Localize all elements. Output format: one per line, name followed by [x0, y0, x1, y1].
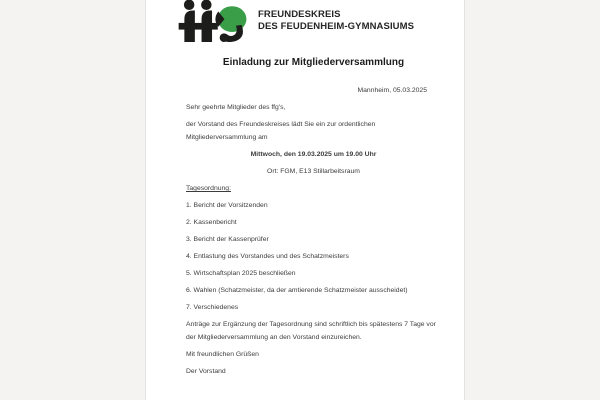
meeting-datetime: Mittwoch, den 19.03.2025 um 19.00 Uhr [250, 151, 377, 158]
brand-line-1: FREUNDESKREIS [258, 9, 341, 20]
signature: Der Vorstand [186, 368, 226, 375]
agenda-item-5: 5. Wirtschaftsplan 2025 beschließen [186, 270, 296, 277]
meeting-location: Ort: FGM, E13 Stillarbeitsraum [267, 168, 360, 175]
letterhead [176, 0, 441, 42]
agenda-item-1: 1. Bericht der Vorsitzenden [186, 202, 268, 209]
amendment-note: Anträge zur Ergänzung der Tagesordnung sind schriftlich bis spätestens 7 Tage vor der Mitgliederversammlung an den Vorstand einzureichen. [186, 321, 436, 341]
document-title: Einladung zur Mitgliederversammlung [222, 57, 405, 68]
brand-line-2: DES FEUDENHEIM-GYMNASIUMS [258, 21, 415, 32]
intro-paragraph: der Vorstand des Freundeskreises lädt Sie ein zur ordentlichen Mitgliederversammlung am [186, 121, 376, 141]
agenda-item-6: 6. Wahlen (Schatzmeister, da der amtierende Schatzmeister ausscheidet) [186, 287, 408, 294]
closing: Mit freundlichen Grüßen [186, 351, 259, 358]
brand-name [258, 9, 414, 33]
ffg-logo-icon [176, 0, 250, 42]
agenda-heading: Tagesordnung: [186, 185, 231, 192]
dateline: Mannheim, 05.03.2025 [357, 87, 427, 94]
agenda-item-2: 2. Kassenbericht [186, 219, 237, 226]
document-page [145, 0, 465, 400]
agenda-item-4: 4. Entlastung des Vorstandes und des Schatzmeisters [186, 253, 349, 260]
agenda-item-7: 7. Verschiedenes [186, 304, 239, 311]
agenda-item-3: 3. Bericht der Kassenprüfer [186, 236, 269, 243]
salutation: Sehr geehrte Mitglieder des ffg's, [186, 104, 286, 111]
